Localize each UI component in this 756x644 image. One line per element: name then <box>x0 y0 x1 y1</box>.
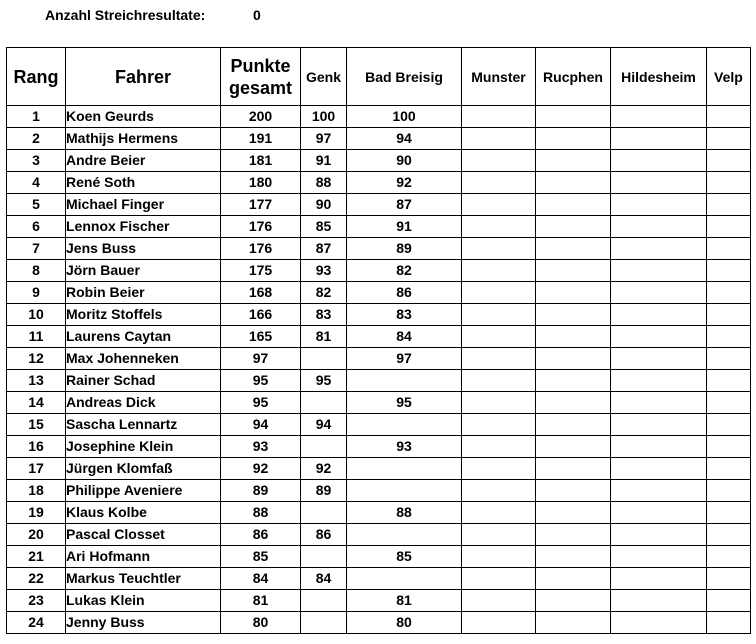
fahrer-cell: Andreas Dick <box>66 392 221 414</box>
hildesheim-cell <box>611 436 707 458</box>
rucphen-cell <box>536 260 611 282</box>
genk-cell: 90 <box>301 194 347 216</box>
rucphen-cell <box>536 106 611 128</box>
col-header-punkte <box>221 48 301 106</box>
punkte-cell: 86 <box>221 524 301 546</box>
rucphen-cell <box>536 128 611 150</box>
col-header-fahrer: Fahrer <box>66 48 221 106</box>
punkte-cell: 200 <box>221 106 301 128</box>
rucphen-cell <box>536 480 611 502</box>
genk-cell: 82 <box>301 282 347 304</box>
velp-cell <box>707 326 751 348</box>
hildesheim-cell <box>611 524 707 546</box>
table-row <box>7 370 751 392</box>
header-row <box>7 48 751 106</box>
hildesheim-cell <box>611 370 707 392</box>
munster-cell <box>462 524 536 546</box>
bad-breisig-cell: 94 <box>347 128 462 150</box>
velp-cell <box>707 502 751 524</box>
munster-cell <box>462 172 536 194</box>
genk-cell: 84 <box>301 568 347 590</box>
fahrer-cell: Jörn Bauer <box>66 260 221 282</box>
bad-breisig-cell <box>347 480 462 502</box>
col-header-rang: Rang <box>7 48 66 106</box>
hildesheim-cell <box>611 414 707 436</box>
hildesheim-cell <box>611 106 707 128</box>
fahrer-cell: Jenny Buss <box>66 612 221 634</box>
hildesheim-cell <box>611 502 707 524</box>
col-header-velp: Velp <box>707 48 751 106</box>
table-row <box>7 612 751 634</box>
rang-cell: 10 <box>7 304 66 326</box>
munster-cell <box>462 128 536 150</box>
bad-breisig-cell: 91 <box>347 216 462 238</box>
bad-breisig-cell: 92 <box>347 172 462 194</box>
munster-cell <box>462 194 536 216</box>
velp-cell <box>707 150 751 172</box>
munster-cell <box>462 282 536 304</box>
rang-cell: 17 <box>7 458 66 480</box>
punkte-cell: 177 <box>221 194 301 216</box>
rang-cell: 23 <box>7 590 66 612</box>
munster-cell <box>462 348 536 370</box>
streichresultate-value: 0 <box>253 7 261 23</box>
munster-cell <box>462 304 536 326</box>
bad-breisig-cell <box>347 458 462 480</box>
table-row <box>7 392 751 414</box>
punkte-cell: 191 <box>221 128 301 150</box>
genk-cell: 86 <box>301 524 347 546</box>
rucphen-cell <box>536 524 611 546</box>
table-row <box>7 458 751 480</box>
bad-breisig-cell: 85 <box>347 546 462 568</box>
munster-cell <box>462 480 536 502</box>
velp-cell <box>707 612 751 634</box>
rucphen-cell <box>536 150 611 172</box>
rucphen-cell <box>536 436 611 458</box>
results-table <box>6 47 751 634</box>
hildesheim-cell <box>611 546 707 568</box>
velp-cell <box>707 348 751 370</box>
rang-cell: 13 <box>7 370 66 392</box>
rang-cell: 4 <box>7 172 66 194</box>
table-row <box>7 260 751 282</box>
hildesheim-cell <box>611 612 707 634</box>
rucphen-cell <box>536 326 611 348</box>
hildesheim-cell <box>611 590 707 612</box>
rang-cell: 12 <box>7 348 66 370</box>
table-row <box>7 282 751 304</box>
fahrer-cell: Ari Hofmann <box>66 546 221 568</box>
velp-cell <box>707 568 751 590</box>
hildesheim-cell <box>611 326 707 348</box>
rucphen-cell <box>536 216 611 238</box>
munster-cell <box>462 590 536 612</box>
hildesheim-cell <box>611 260 707 282</box>
streichresultate-summary <box>45 7 261 25</box>
velp-cell <box>707 282 751 304</box>
rucphen-cell <box>536 194 611 216</box>
rang-cell: 1 <box>7 106 66 128</box>
munster-cell <box>462 238 536 260</box>
fahrer-cell: Andre Beier <box>66 150 221 172</box>
fahrer-cell: Laurens Caytan <box>66 326 221 348</box>
bad-breisig-cell: 95 <box>347 392 462 414</box>
hildesheim-cell <box>611 216 707 238</box>
genk-cell <box>301 436 347 458</box>
hildesheim-cell <box>611 238 707 260</box>
fahrer-cell: Michael Finger <box>66 194 221 216</box>
rucphen-cell <box>536 590 611 612</box>
table-row <box>7 568 751 590</box>
bad-breisig-cell: 81 <box>347 590 462 612</box>
col-header-genk: Genk <box>301 48 347 106</box>
punkte-cell: 176 <box>221 238 301 260</box>
velp-cell <box>707 436 751 458</box>
punkte-cell: 85 <box>221 546 301 568</box>
bad-breisig-cell: 84 <box>347 326 462 348</box>
munster-cell <box>462 568 536 590</box>
punkte-cell: 94 <box>221 414 301 436</box>
fahrer-cell: René Soth <box>66 172 221 194</box>
munster-cell <box>462 546 536 568</box>
col-header-hildesheim: Hildesheim <box>611 48 707 106</box>
velp-cell <box>707 172 751 194</box>
fahrer-cell: Sascha Lennartz <box>66 414 221 436</box>
punkte-cell: 88 <box>221 502 301 524</box>
rucphen-cell <box>536 370 611 392</box>
rang-cell: 9 <box>7 282 66 304</box>
punkte-cell: 175 <box>221 260 301 282</box>
munster-cell <box>462 260 536 282</box>
fahrer-cell: Jens Buss <box>66 238 221 260</box>
rang-cell: 7 <box>7 238 66 260</box>
bad-breisig-cell: 82 <box>347 260 462 282</box>
genk-cell <box>301 546 347 568</box>
fahrer-cell: Robin Beier <box>66 282 221 304</box>
punkte-cell: 81 <box>221 590 301 612</box>
table-row <box>7 326 751 348</box>
munster-cell <box>462 216 536 238</box>
munster-cell <box>462 612 536 634</box>
hildesheim-cell <box>611 128 707 150</box>
hildesheim-cell <box>611 392 707 414</box>
hildesheim-cell <box>611 304 707 326</box>
genk-cell: 92 <box>301 458 347 480</box>
bad-breisig-cell <box>347 524 462 546</box>
table-row <box>7 238 751 260</box>
rucphen-cell <box>536 414 611 436</box>
munster-cell <box>462 502 536 524</box>
rucphen-cell <box>536 282 611 304</box>
rucphen-cell <box>536 546 611 568</box>
rang-cell: 11 <box>7 326 66 348</box>
rucphen-cell <box>536 172 611 194</box>
table-row <box>7 502 751 524</box>
punkte-cell: 180 <box>221 172 301 194</box>
fahrer-cell: Josephine Klein <box>66 436 221 458</box>
hildesheim-cell <box>611 172 707 194</box>
genk-cell <box>301 590 347 612</box>
fahrer-cell: Philippe Aveniere <box>66 480 221 502</box>
velp-cell <box>707 480 751 502</box>
col-header-punkte-line1: Punkte <box>230 55 291 76</box>
munster-cell <box>462 326 536 348</box>
punkte-cell: 176 <box>221 216 301 238</box>
col-header-bad-breisig: Bad Breisig <box>347 48 462 106</box>
hildesheim-cell <box>611 568 707 590</box>
fahrer-cell: Klaus Kolbe <box>66 502 221 524</box>
fahrer-cell: Koen Geurds <box>66 106 221 128</box>
fahrer-cell: Jürgen Klomfaß <box>66 458 221 480</box>
bad-breisig-cell: 89 <box>347 238 462 260</box>
punkte-cell: 166 <box>221 304 301 326</box>
rang-cell: 15 <box>7 414 66 436</box>
munster-cell <box>462 392 536 414</box>
fahrer-cell: Max Johenneken <box>66 348 221 370</box>
velp-cell <box>707 304 751 326</box>
bad-breisig-cell <box>347 568 462 590</box>
hildesheim-cell <box>611 194 707 216</box>
rang-cell: 21 <box>7 546 66 568</box>
genk-cell <box>301 502 347 524</box>
rang-cell: 20 <box>7 524 66 546</box>
fahrer-cell: Lukas Klein <box>66 590 221 612</box>
hildesheim-cell <box>611 348 707 370</box>
rang-cell: 8 <box>7 260 66 282</box>
velp-cell <box>707 524 751 546</box>
genk-cell: 94 <box>301 414 347 436</box>
rang-cell: 2 <box>7 128 66 150</box>
table-row <box>7 304 751 326</box>
table-row <box>7 216 751 238</box>
table-row <box>7 436 751 458</box>
genk-cell: 93 <box>301 260 347 282</box>
bad-breisig-cell: 83 <box>347 304 462 326</box>
punkte-cell: 84 <box>221 568 301 590</box>
genk-cell: 85 <box>301 216 347 238</box>
rucphen-cell <box>536 458 611 480</box>
fahrer-cell: Mathijs Hermens <box>66 128 221 150</box>
munster-cell <box>462 414 536 436</box>
munster-cell <box>462 370 536 392</box>
genk-cell: 97 <box>301 128 347 150</box>
velp-cell <box>707 370 751 392</box>
rang-cell: 3 <box>7 150 66 172</box>
genk-cell <box>301 612 347 634</box>
rucphen-cell <box>536 568 611 590</box>
genk-cell: 87 <box>301 238 347 260</box>
bad-breisig-cell: 88 <box>347 502 462 524</box>
rucphen-cell <box>536 392 611 414</box>
genk-cell: 81 <box>301 326 347 348</box>
bad-breisig-cell: 97 <box>347 348 462 370</box>
genk-cell <box>301 348 347 370</box>
velp-cell <box>707 392 751 414</box>
velp-cell <box>707 128 751 150</box>
genk-cell: 89 <box>301 480 347 502</box>
munster-cell <box>462 106 536 128</box>
rang-cell: 22 <box>7 568 66 590</box>
rang-cell: 16 <box>7 436 66 458</box>
velp-cell <box>707 216 751 238</box>
results-body <box>7 106 751 634</box>
punkte-cell: 181 <box>221 150 301 172</box>
velp-cell <box>707 546 751 568</box>
genk-cell: 100 <box>301 106 347 128</box>
table-row <box>7 546 751 568</box>
punkte-cell: 89 <box>221 480 301 502</box>
genk-cell <box>301 392 347 414</box>
bad-breisig-cell: 86 <box>347 282 462 304</box>
rang-cell: 14 <box>7 392 66 414</box>
hildesheim-cell <box>611 282 707 304</box>
table-row <box>7 106 751 128</box>
rucphen-cell <box>536 502 611 524</box>
velp-cell <box>707 238 751 260</box>
genk-cell: 83 <box>301 304 347 326</box>
bad-breisig-cell: 93 <box>347 436 462 458</box>
munster-cell <box>462 150 536 172</box>
fahrer-cell: Rainer Schad <box>66 370 221 392</box>
col-header-punkte-line2: gesamt <box>228 77 293 98</box>
rang-cell: 18 <box>7 480 66 502</box>
rucphen-cell <box>536 238 611 260</box>
rang-cell: 6 <box>7 216 66 238</box>
punkte-cell: 95 <box>221 392 301 414</box>
table-row <box>7 524 751 546</box>
rang-cell: 24 <box>7 612 66 634</box>
bad-breisig-cell: 80 <box>347 612 462 634</box>
genk-cell: 91 <box>301 150 347 172</box>
rang-cell: 5 <box>7 194 66 216</box>
punkte-cell: 95 <box>221 370 301 392</box>
table-row <box>7 348 751 370</box>
fahrer-cell: Moritz Stoffels <box>66 304 221 326</box>
rucphen-cell <box>536 348 611 370</box>
fahrer-cell: Lennox Fischer <box>66 216 221 238</box>
bad-breisig-cell: 100 <box>347 106 462 128</box>
velp-cell <box>707 458 751 480</box>
punkte-cell: 165 <box>221 326 301 348</box>
hildesheim-cell <box>611 150 707 172</box>
table-row <box>7 172 751 194</box>
rucphen-cell <box>536 612 611 634</box>
rang-cell: 19 <box>7 502 66 524</box>
genk-cell: 95 <box>301 370 347 392</box>
punkte-cell: 93 <box>221 436 301 458</box>
punkte-cell: 97 <box>221 348 301 370</box>
col-header-munster: Munster <box>462 48 536 106</box>
table-row <box>7 590 751 612</box>
fahrer-cell: Pascal Closset <box>66 524 221 546</box>
table-row <box>7 414 751 436</box>
velp-cell <box>707 414 751 436</box>
bad-breisig-cell: 90 <box>347 150 462 172</box>
col-header-rucphen: Rucphen <box>536 48 611 106</box>
table-row <box>7 480 751 502</box>
bad-breisig-cell <box>347 414 462 436</box>
table-row <box>7 194 751 216</box>
hildesheim-cell <box>611 458 707 480</box>
munster-cell <box>462 436 536 458</box>
punkte-cell: 92 <box>221 458 301 480</box>
rucphen-cell <box>536 304 611 326</box>
velp-cell <box>707 194 751 216</box>
hildesheim-cell <box>611 480 707 502</box>
genk-cell: 88 <box>301 172 347 194</box>
bad-breisig-cell <box>347 370 462 392</box>
table-row <box>7 150 751 172</box>
punkte-cell: 80 <box>221 612 301 634</box>
velp-cell <box>707 106 751 128</box>
table-row <box>7 128 751 150</box>
munster-cell <box>462 458 536 480</box>
bad-breisig-cell: 87 <box>347 194 462 216</box>
punkte-cell: 168 <box>221 282 301 304</box>
velp-cell <box>707 260 751 282</box>
streichresultate-label: Anzahl Streichresultate: <box>45 7 206 23</box>
fahrer-cell: Markus Teuchtler <box>66 568 221 590</box>
velp-cell <box>707 590 751 612</box>
